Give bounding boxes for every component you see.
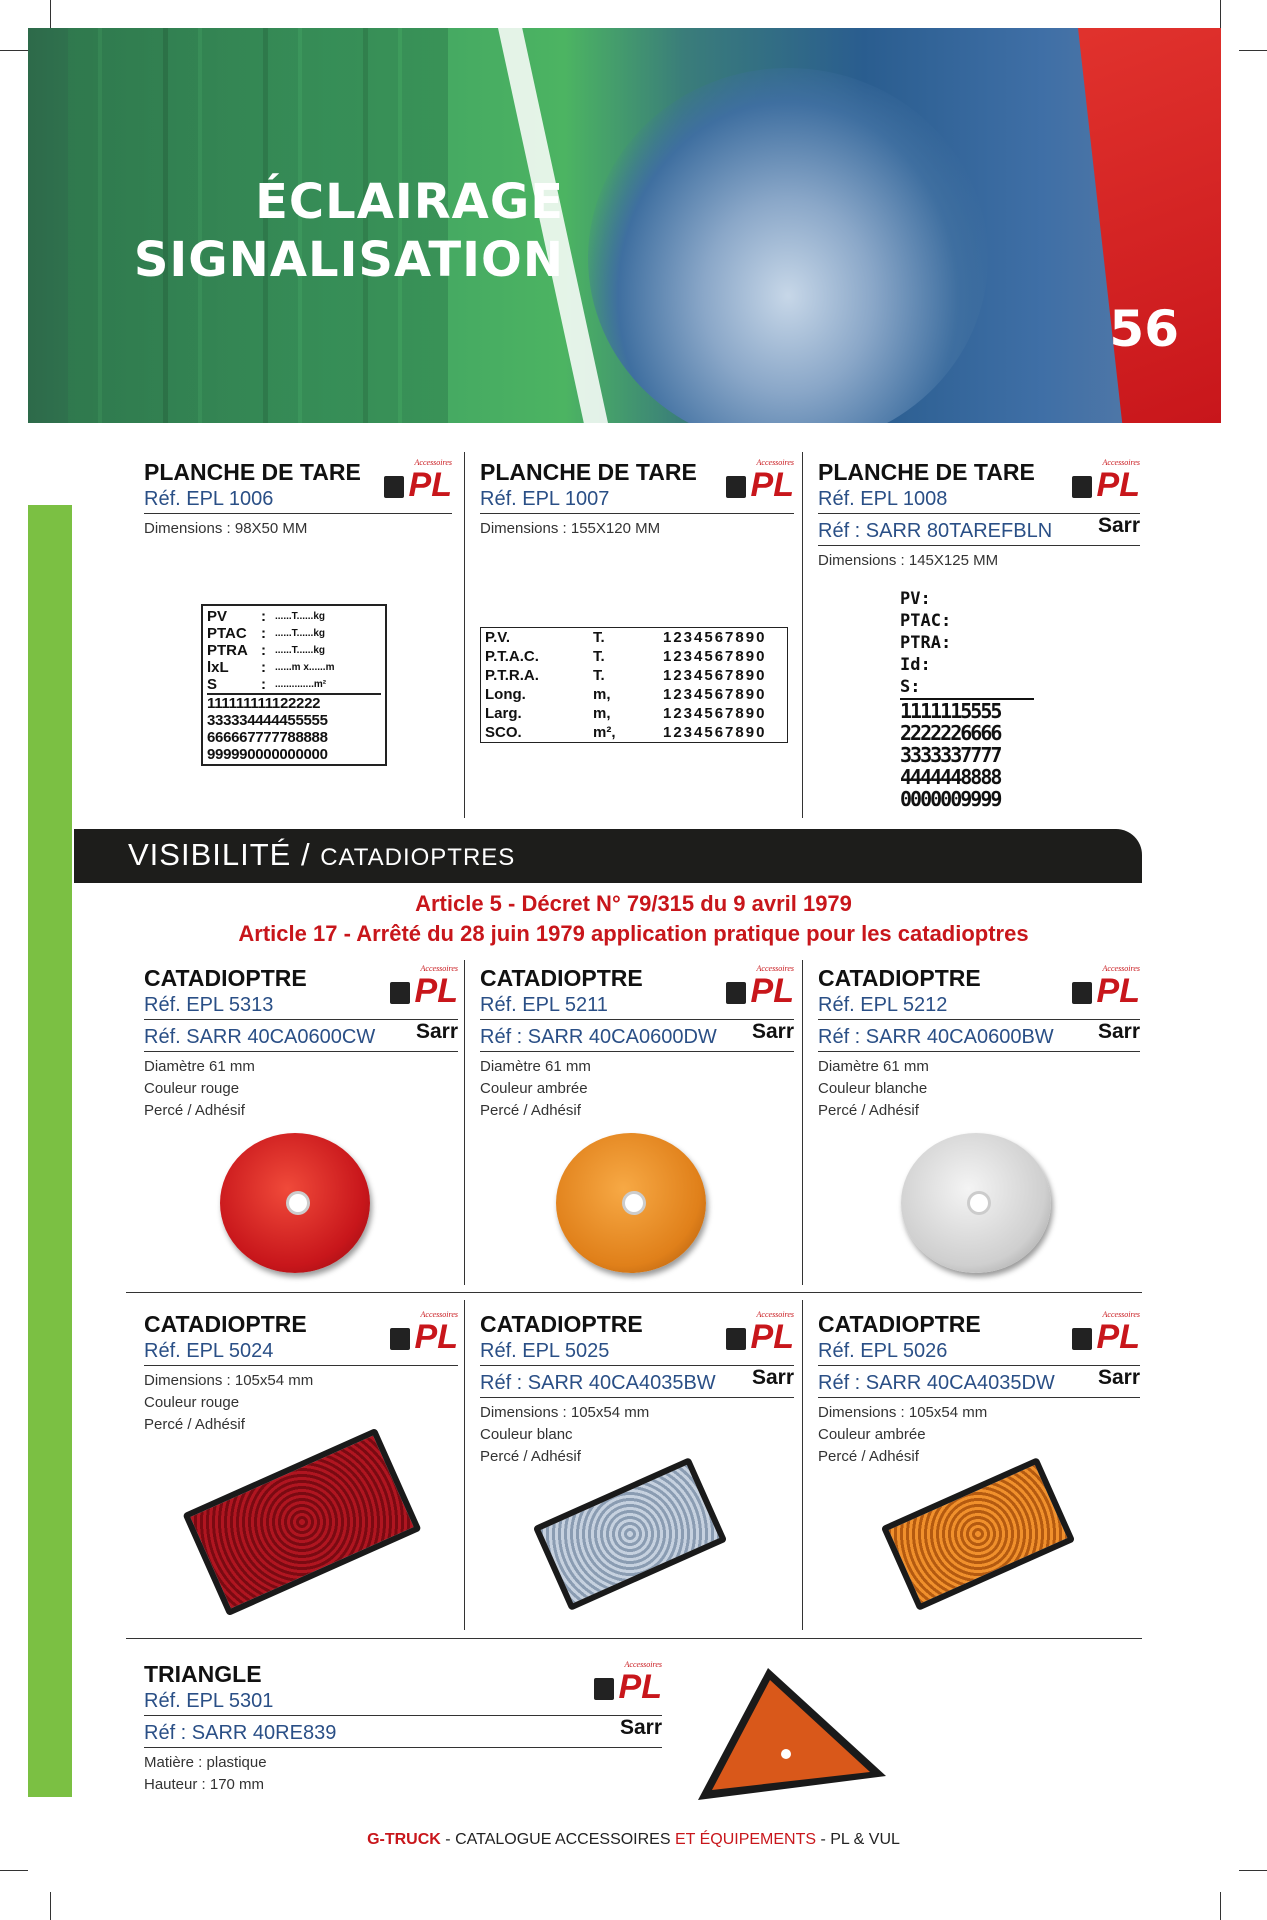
- green-side-bar: [28, 505, 72, 1797]
- sarr-logo: Sarr: [415, 1020, 458, 1043]
- product-epl-5301: Accessoires PL TRIANGLE Réf. EPL 5301 Réf : SARR 40RE839 Sarr Matière : plastique Hauteur : 170 mm: [144, 1660, 662, 1793]
- sarr-logo: Sarr: [751, 1020, 794, 1043]
- page-title: ÉCLAIRAGE SIGNALISATION: [133, 174, 564, 288]
- product-epl-5212: Accessoires PL CATADIOPTRE Réf. EPL 5212 Réf : SARR 40CA0600BW Sarr Diamètre 61 mm Couleur blanche Percé / Adhésif: [818, 964, 1140, 1119]
- sarr-ref: Réf : SARR 40RE839 Sarr: [144, 1715, 662, 1748]
- sarr-ref: Réf : SARR 40CA0600BW Sarr: [818, 1019, 1140, 1052]
- round-reflector-white: [901, 1133, 1051, 1273]
- product-ref: Réf. EPL 1007: [480, 488, 610, 510]
- sarr-logo: Sarr: [751, 1366, 794, 1389]
- sarr-logo: Sarr: [1097, 1366, 1140, 1389]
- accessoires-pl-logo: Accessoires PL: [722, 1310, 794, 1358]
- accessoires-pl-logo: Accessoires PL: [722, 964, 794, 1012]
- sarr-ref: Réf. SARR 40CA0600CW Sarr: [144, 1019, 458, 1052]
- product-epl-5025: Accessoires PL CATADIOPTRE Réf. EPL 5025 Réf : SARR 40CA4035BW Sarr Dimensions : 105x54 mm Couleur blanc Percé / Adhésif: [480, 1310, 794, 1465]
- triangle-reflector: [690, 1662, 890, 1802]
- sarr-ref: Réf : SARR 40CA4035DW Sarr: [818, 1365, 1140, 1398]
- product-epl-5211: Accessoires PL CATADIOPTRE Réf. EPL 5211 Réf : SARR 40CA0600DW Sarr Diamètre 61 mm Couleur ambrée Percé / Adhésif: [480, 964, 794, 1119]
- product-epl-5026: Accessoires PL CATADIOPTRE Réf. EPL 5026 Réf : SARR 40CA4035DW Sarr Dimensions : 105x54 mm Couleur ambrée Percé / Adhésif: [818, 1310, 1140, 1465]
- product-title: PLANCHE DE TARE: [480, 459, 697, 485]
- product-dims: Dimensions : 145X125 MM: [818, 552, 999, 569]
- sarr-ref: Réf : SARR 40CA0600DW Sarr: [480, 1019, 794, 1052]
- rect-reflector-red: [182, 1428, 421, 1617]
- tare-sample-1008: PV: PTAC: PTRA: Id: S: 1111115555 2222226666 3333337777 4444448888 0000009999: [900, 588, 1034, 820]
- accessoires-pl-logo: Accessoires PL: [1068, 1310, 1140, 1358]
- rect-reflector-white: [533, 1457, 728, 1611]
- sarr-logo: Sarr: [1097, 1020, 1140, 1043]
- accessoires-pl-logo: Accessoires PL: [380, 458, 452, 506]
- sarr-logo: Sarr: [1097, 514, 1140, 537]
- product-dims: Dimensions : 98X50 MM: [144, 520, 308, 537]
- accessoires-pl-logo: Accessoires PL: [386, 964, 458, 1012]
- section-header: VISIBILITÉ / CATADIOPTRES: [74, 829, 1142, 883]
- article-line-2: Article 17 - Arrêté du 28 juin 1979 application pratique pour les catadioptres: [238, 921, 1029, 946]
- product-ref: Réf. EPL 1008: [818, 488, 948, 510]
- tare-sample-1006: PV : ......T......kg PTAC : ......T......kg PTRA : ......T......kg lxL : ......m x......m S : ..............m² 111111111122222 333334444455555 666667777788888 999990000000000: [201, 604, 387, 766]
- article-line-1: Article 5 - Décret N° 79/315 du 9 avril 1979: [415, 891, 852, 916]
- accessoires-pl-logo: Accessoires PL: [590, 1660, 662, 1708]
- product-title: PLANCHE DE TARE: [144, 459, 361, 485]
- product-epl-5024: Accessoires PL CATADIOPTRE Réf. EPL 5024 Dimensions : 105x54 mm Couleur rouge Percé / Adhésif: [144, 1310, 458, 1433]
- accessoires-pl-logo: Accessoires PL: [386, 1310, 458, 1358]
- sarr-logo: Sarr: [619, 1716, 662, 1739]
- footer: G-TRUCK - CATALOGUE ACCESSOIRES ET ÉQUIPEMENTS - PL & VUL: [367, 1831, 900, 1848]
- product-dims: Dimensions : 155X120 MM: [480, 520, 661, 537]
- round-reflector-amber: [556, 1133, 706, 1273]
- rect-reflector-amber: [881, 1457, 1076, 1611]
- tare-sample-1007: P.V. T. 1234567890 P.T.A.C. T. 1234567890 P.T.R.A. T. 1234567890 Long. m, 1234567890 Larg. m, 1234567890 SCO. m², 1234567890: [480, 627, 788, 743]
- accessoires-pl-logo: Accessoires PL: [1068, 964, 1140, 1012]
- accessoires-pl-logo: Accessoires PL: [722, 458, 794, 506]
- header-banner: [28, 28, 1221, 423]
- sarr-ref: Réf : SARR 40CA4035BW Sarr: [480, 1365, 794, 1398]
- accessoires-pl-logo: Accessoires PL: [1068, 458, 1140, 506]
- product-epl-1007: [480, 458, 794, 540]
- sarr-ref: Réf : SARR 80TAREFBLN Sarr: [818, 513, 1140, 546]
- product-epl-5313: Accessoires PL CATADIOPTRE Réf. EPL 5313 Réf. SARR 40CA0600CW Sarr Diamètre 61 mm Couleur rouge Percé / Adhésif: [144, 964, 458, 1119]
- product-title: PLANCHE DE TARE: [818, 459, 1035, 485]
- round-reflector-red: [220, 1133, 370, 1273]
- product-epl-1006: [144, 458, 452, 540]
- page-number: 56: [1109, 300, 1179, 358]
- product-ref: Réf. EPL 1006: [144, 488, 274, 510]
- product-epl-1008: [818, 458, 1140, 572]
